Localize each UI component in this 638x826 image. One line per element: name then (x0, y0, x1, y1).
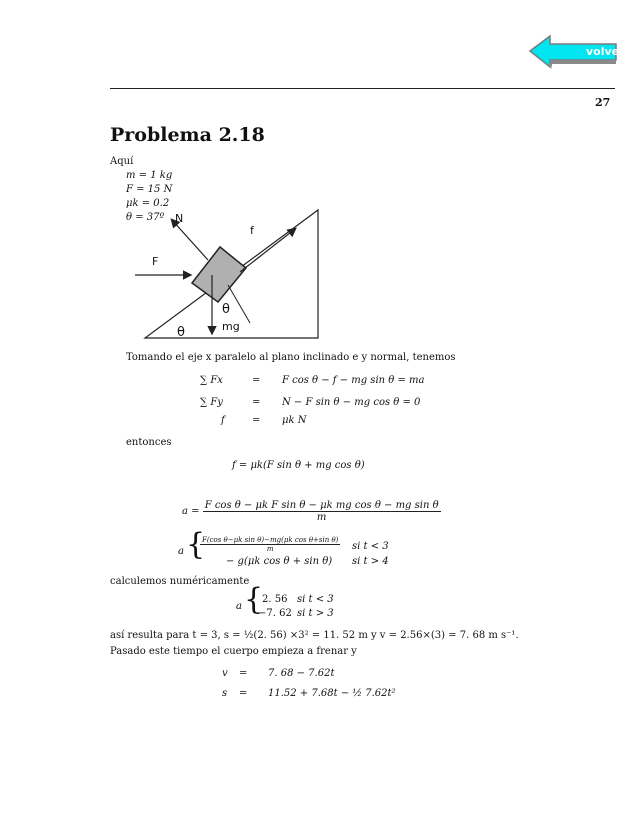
eq-sum-fy-rel: = (252, 397, 261, 408)
label-F: F (152, 255, 159, 268)
final-s-rel: = (239, 688, 248, 699)
normal-line (228, 285, 250, 323)
piecewise2-case2: −7. 62 (258, 608, 292, 619)
intro-text: Aquí (110, 156, 134, 167)
given-mass: m = 1 kg (126, 170, 173, 181)
given-angle: θ = 37º (126, 212, 165, 223)
problem-title: Problema 2.18 (110, 124, 265, 146)
piecewise1-case1 (200, 536, 340, 553)
piecewise1-case1-den: m (266, 545, 274, 553)
given-friction-coef: μk = 0.2 (126, 198, 170, 209)
label-theta-block: θ (222, 302, 230, 317)
axes-text: Tomando el eje x paralelo al plano inclinado e y normal, tenemos (126, 352, 456, 363)
page-number: 27 (595, 96, 611, 109)
piecewise1-lhs: a (178, 546, 184, 557)
piecewise1-case1-cond: si t < 3 (352, 541, 389, 552)
label-mg: mg (222, 320, 240, 333)
label-theta-incline: θ (177, 325, 185, 340)
eq-friction-rel: = (252, 415, 261, 426)
friction-arrow (240, 229, 295, 272)
accel-eq (182, 500, 441, 523)
piecewise2-case1-cond: si t < 3 (297, 594, 334, 605)
normal-force-arrow (172, 220, 208, 260)
volver-label: volver (586, 45, 625, 58)
eq-sum-fx-lhs: ∑ Fx (200, 375, 223, 386)
piecewise1-case1-num: F(cos θ−μk sin θ)−mg(μk cos θ+sin θ) (202, 536, 339, 544)
piecewise1-case2: − g(μk cos θ + sin θ) (226, 556, 333, 567)
eq-friction-rhs: μk N (282, 415, 307, 426)
final-v-rhs: 7. 68 − 7.62t (268, 668, 335, 679)
friction-eq: f = μk(F sin θ + mg cos θ) (232, 460, 365, 471)
piecewise2-case1: 2. 56 (262, 594, 288, 605)
piecewise1-brace: { (186, 527, 206, 562)
piecewise1-case2-cond: si t > 4 (352, 556, 389, 567)
final-s-rhs: 11.52 + 7.68t − ½ 7.62t² (268, 688, 396, 699)
final-s-lhs: s (222, 688, 228, 699)
piecewise2-lhs: a (236, 601, 242, 612)
accel-numerator: F cos θ − μk F sin θ − μk mg cos θ − mg sin θ (204, 500, 439, 511)
block (192, 247, 246, 302)
eq-sum-fy-rhs: N − F sin θ − mg cos θ = 0 (282, 397, 421, 408)
piecewise2-case2-cond: si t > 3 (297, 608, 334, 619)
accel-fraction (203, 500, 441, 523)
entonces-text: entonces (126, 437, 172, 448)
final-v-lhs: v (222, 668, 228, 679)
label-n: N (175, 212, 184, 225)
final-v-rel: = (239, 668, 248, 679)
eq-sum-fx-rel: = (252, 375, 261, 386)
after-text: Pasado este tiempo el cuerpo empieza a frenar y (110, 646, 357, 657)
given-force: F = 15 N (126, 184, 173, 195)
header-rule (110, 88, 615, 89)
result-text: así resulta para t = 3, s = ½(2. 56) ×3² = 11. 52 m y v = 2.56×(3) = 7. 68 m s⁻¹. (110, 630, 519, 641)
numeric-text: calculemos numéricamente (110, 576, 250, 587)
volver-button[interactable] (528, 33, 625, 73)
accel-denominator: m (316, 512, 327, 523)
accel-lhs: a = (182, 506, 200, 517)
piecewise2-brace: { (244, 582, 264, 617)
label-f: f (250, 224, 254, 237)
eq-sum-fx-rhs: F cos θ − f − mg sin θ = ma (282, 375, 425, 386)
eq-friction-lhs: f (221, 415, 225, 426)
eq-sum-fy-lhs: ∑ Fy (200, 397, 223, 408)
